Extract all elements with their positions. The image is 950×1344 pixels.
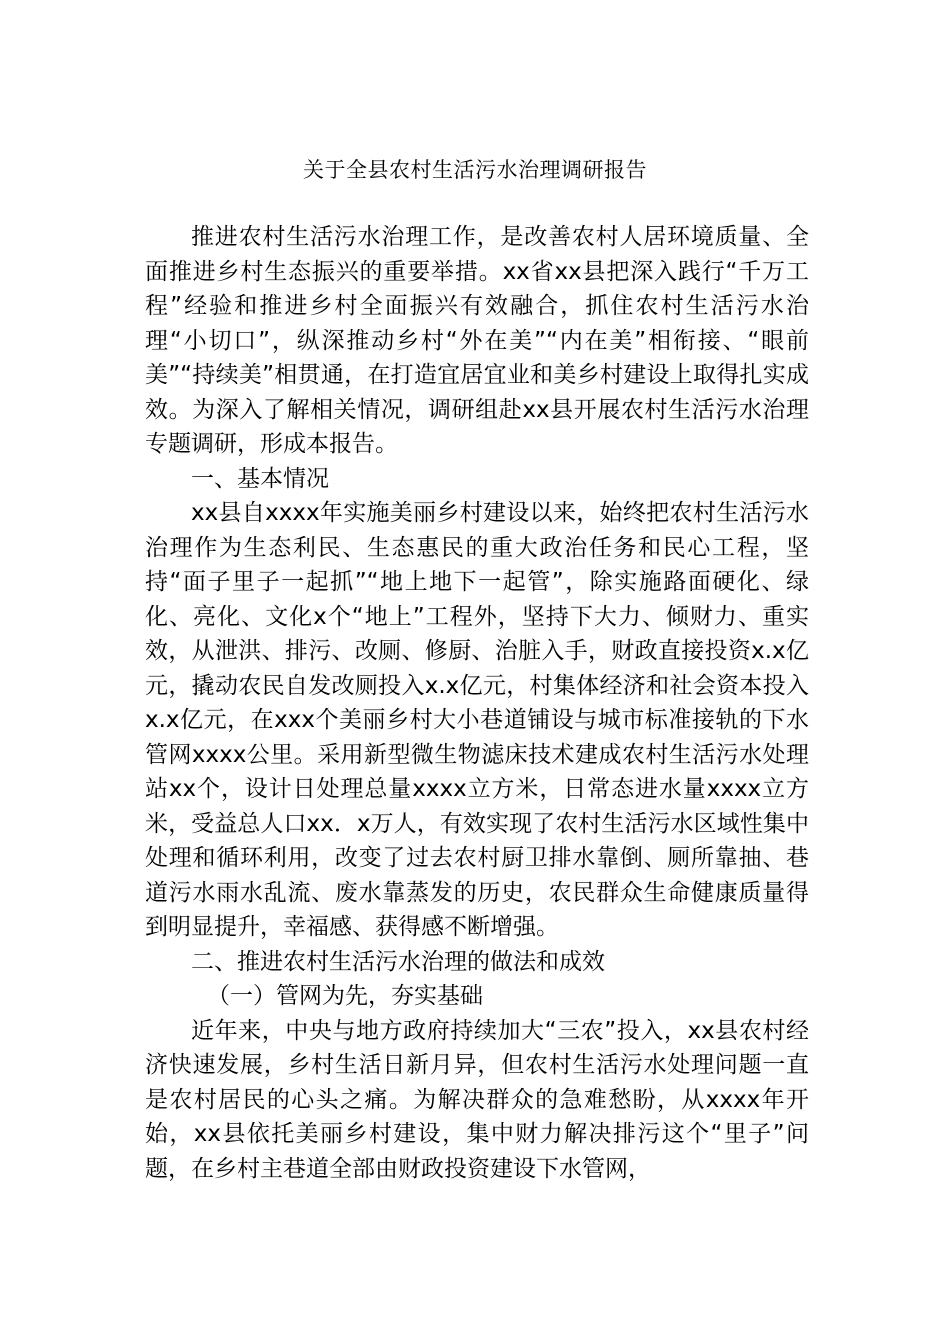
pipeline-paragraph: 近年来，中央与地方政府持续加大“三农”投入，xx县农村经济快速发展，乡村生活日新月异，但农村生活污水处理问题一直是农村居民的心头之痛。为解决群众的急难愁盼，从xxxx年开始，xx县依托美丽乡村建设，集中财力解决排污这个“里子”问题，在乡村主巷道全部由财政投资建设下水管网，: [145, 1017, 809, 1182]
intro-paragraph: 推进农村生活污水治理工作，是改善农村人居环境质量、全面推进乡村生态振兴的重要举措。xx省xx县把深入践行“千万工程”经验和推进乡村全面振兴有效融合，抓住农村生活污水治理“小切口”，纵深推动乡村“外在美”“内在美”相衔接、“眼前美”“持续美”相贯通，在打造宜居宜业和美乡村建设上取得扎实成效。为深入了解相关情况，调研组赴xx县开展农村生活污水治理专题调研，形成本报告。: [145, 224, 809, 457]
subsection-heading-1: （一）管网为先，夯实基础: [207, 983, 483, 1009]
document-body: [145, 220, 809, 1186]
section-heading-2: 二、推进农村生活污水治理的做法和成效: [191, 948, 605, 975]
basic-situation-paragraph: xx县自xxxx年实施美丽乡村建设以来，始终把农村生活污水治理作为生态利民、生态惠民的重大政治任务和民心工程，坚持“面子里子一起抓”“地上地下一起管”，除实施路面硬化、绿化、亮化、文化x个“地上”工程外，坚持下大力、倾财力、重实效，从泄洪、排污、改厕、修厨、治脏入手，财政直接投资x.x亿元，撬动农民自发改厕投入x.x亿元，村集体经济和社会资本投入x.x亿元，在xxx个美丽乡村大小巷道铺设与城市标准接轨的下水管网xxxx公里。采用新型微生物滤床技术建成农村生活污水处理站xx个，设计日处理总量xxxx立方米，日常态进水量xxxx立方米，受益总人口xx．x万人，有效实现了农村生活污水区域性集中处理和循环利用，改变了过去农村厨卫排水靠倒、厕所靠抽、巷道污水雨水乱流、废水靠蒸发的历史，农民群众生命健康质量得到明显提升，幸福感、获得感不断增强。: [145, 500, 809, 940]
section-heading-1: 一、基本情况: [191, 465, 329, 492]
document-title: 关于全县农村生活污水治理调研报告: [303, 158, 647, 182]
